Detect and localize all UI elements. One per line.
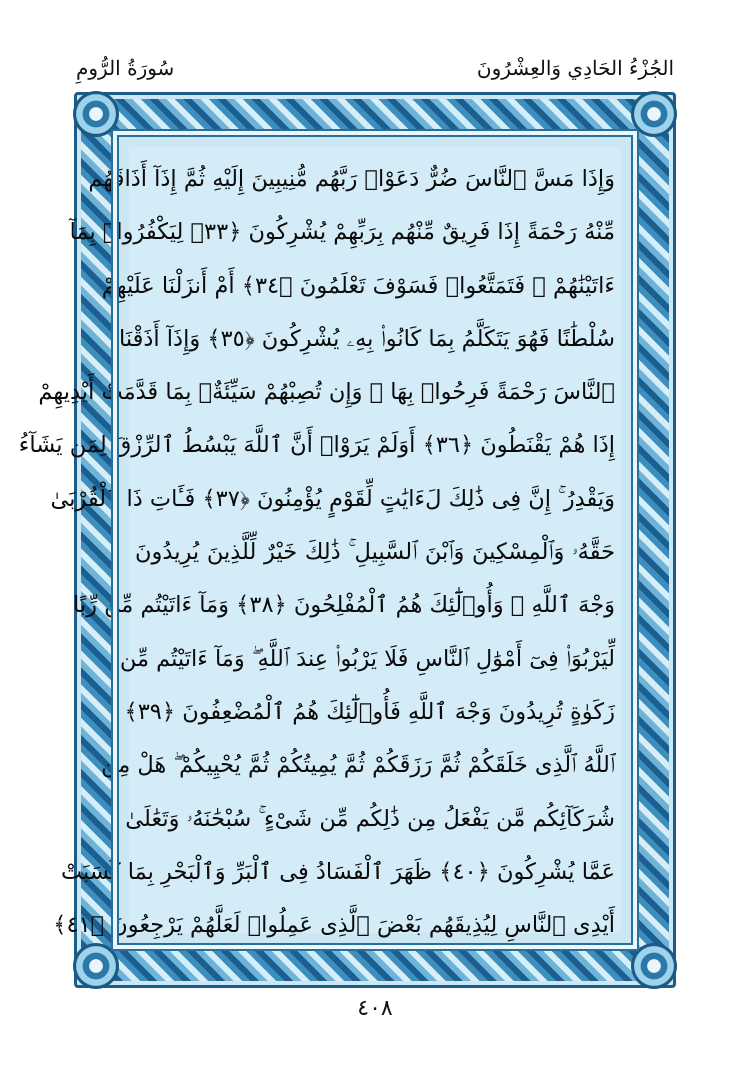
text-line: وَإِذَا مَسَّ ٱلنَّاسَ ضُرٌّ دَعَوْا۟ رَبَّهُم مُّنِيبِينَ إِلَيْهِ ثُمَّ إِذَآ أَذَاقَهُم — [88, 166, 615, 192]
corner-ornament-icon — [631, 91, 677, 137]
text-line: زَكَوٰةٍ تُرِيدُونَ وَجْهَ ٱللَّهِ فَأُو۟لَٰٓئِكَ هُمُ ٱلْمُضْعِفُونَ ﴿٣٩﴾ — [124, 698, 615, 725]
text-line: أَيْدِى ٱلنَّاسِ لِيُذِيقَهُم بَعْضَ ٱلَّذِى عَمِلُوا۟ لَعَلَّهُمْ يَرْجِعُونَ ﴿٤١﴾ — [53, 912, 615, 939]
corner-ornament-icon — [631, 943, 677, 989]
text-line: حَقَّهُۥ وَٱلْمِسْكِينَ وَٱبْنَ ٱلسَّبِيلِ ۚ ذَٰلِكَ خَيْرٌ لِّلَّذِينَ يُرِيدُونَ — [135, 539, 615, 566]
juz-title: الجُزْءُ الحَادِي وَالعِشْرُونَ — [476, 56, 674, 80]
text-line: لِّيَرْبُوَا۟ فِىٓ أَمْوَٰلِ ٱلنَّاسِ فَلَا يَرْبُوا۟ عِندَ ٱللَّهِ ۖ وَمَآ ءَاتَيْتُم مِّن — [119, 645, 615, 672]
text-line: إِذَا هُمْ يَقْنَطُونَ ﴿٣٦﴾ أَوَلَمْ يَرَوْا۟ أَنَّ ٱللَّهَ يَبْسُطُ ٱلرِّزْقَ لِمَن يَشَآءُ — [18, 432, 615, 459]
text-line: عَمَّا يُشْرِكُونَ ﴿٤٠﴾ ظَهَرَ ٱلْفَسَادُ فِى ٱلْبَرِّ وَٱلْبَحْرِ بِمَا كَسَبَتْ — [60, 858, 615, 885]
text-line: وَجْهَ ٱللَّهِ ۖ وَأُو۟لَٰٓئِكَ هُمُ ٱلْمُفْلِحُونَ ﴿٣٨﴾ وَمَآ ءَاتَيْتُم مِّن رِّبًا — [72, 592, 615, 619]
text-line: مِّنْهُ رَحْمَةً إِذَا فَرِيقٌ مِّنْهُم بِرَبِّهِمْ يُشْرِكُونَ ﴿٣٣﴾ لِيَكْفُرُوا۟ بِمَآ — [69, 219, 615, 246]
text-line: ٱللَّهُ ٱلَّذِى خَلَقَكُمْ ثُمَّ رَزَقَكُمْ ثُمَّ يُمِيتُكُمْ ثُمَّ يُحْيِيكُمْ ۖ هَلْ مِن — [101, 752, 615, 779]
text-line: شُرَكَآئِكُم مَّن يَفْعَلُ مِن ذَٰلِكُم مِّن شَىْءٍ ۚ سُبْحَٰنَهُۥ وَتَعَٰلَىٰ — [125, 805, 615, 832]
corner-ornament-icon — [73, 91, 119, 137]
surah-title: سُورَةُ الرُّومِ — [76, 56, 175, 80]
ornamental-frame — [18, 92, 676, 988]
text-line: ءَاتَيْنَٰهُمْ ۚ فَتَمَتَّعُوا۟ فَسَوْفَ تَعْلَمُونَ ﴿٣٤﴾ أَمْ أَنزَلْنَا عَلَيْهِمْ — [101, 272, 615, 299]
text-line: وَيَقْدِرُ ۚ إِنَّ فِى ذَٰلِكَ لَءَايَٰتٍ لِّقَوْمٍ يُؤْمِنُونَ ﴿٣٧﴾ فَـَٔاتِ ذَا ٱلْقُرْبَىٰ — [50, 485, 615, 512]
page-number: ٤٠٨ — [357, 996, 393, 1021]
verse-text-area — [18, 147, 621, 939]
text-line: سُلْطَٰنًا فَهُوَ يَتَكَلَّمُ بِمَا كَانُوا۟ بِهِۦ يُشْرِكُونَ ﴿٣٥﴾ وَإِذَآ أَذَقْنَا — [118, 325, 615, 352]
text-line: ٱلنَّاسَ رَحْمَةً فَرِحُوا۟ بِهَا ۖ وَإِن تُصِبْهُمْ سَيِّئَةٌۢ بِمَا قَدَّمَتْ أَيْدِيهِمْ — [38, 379, 615, 406]
